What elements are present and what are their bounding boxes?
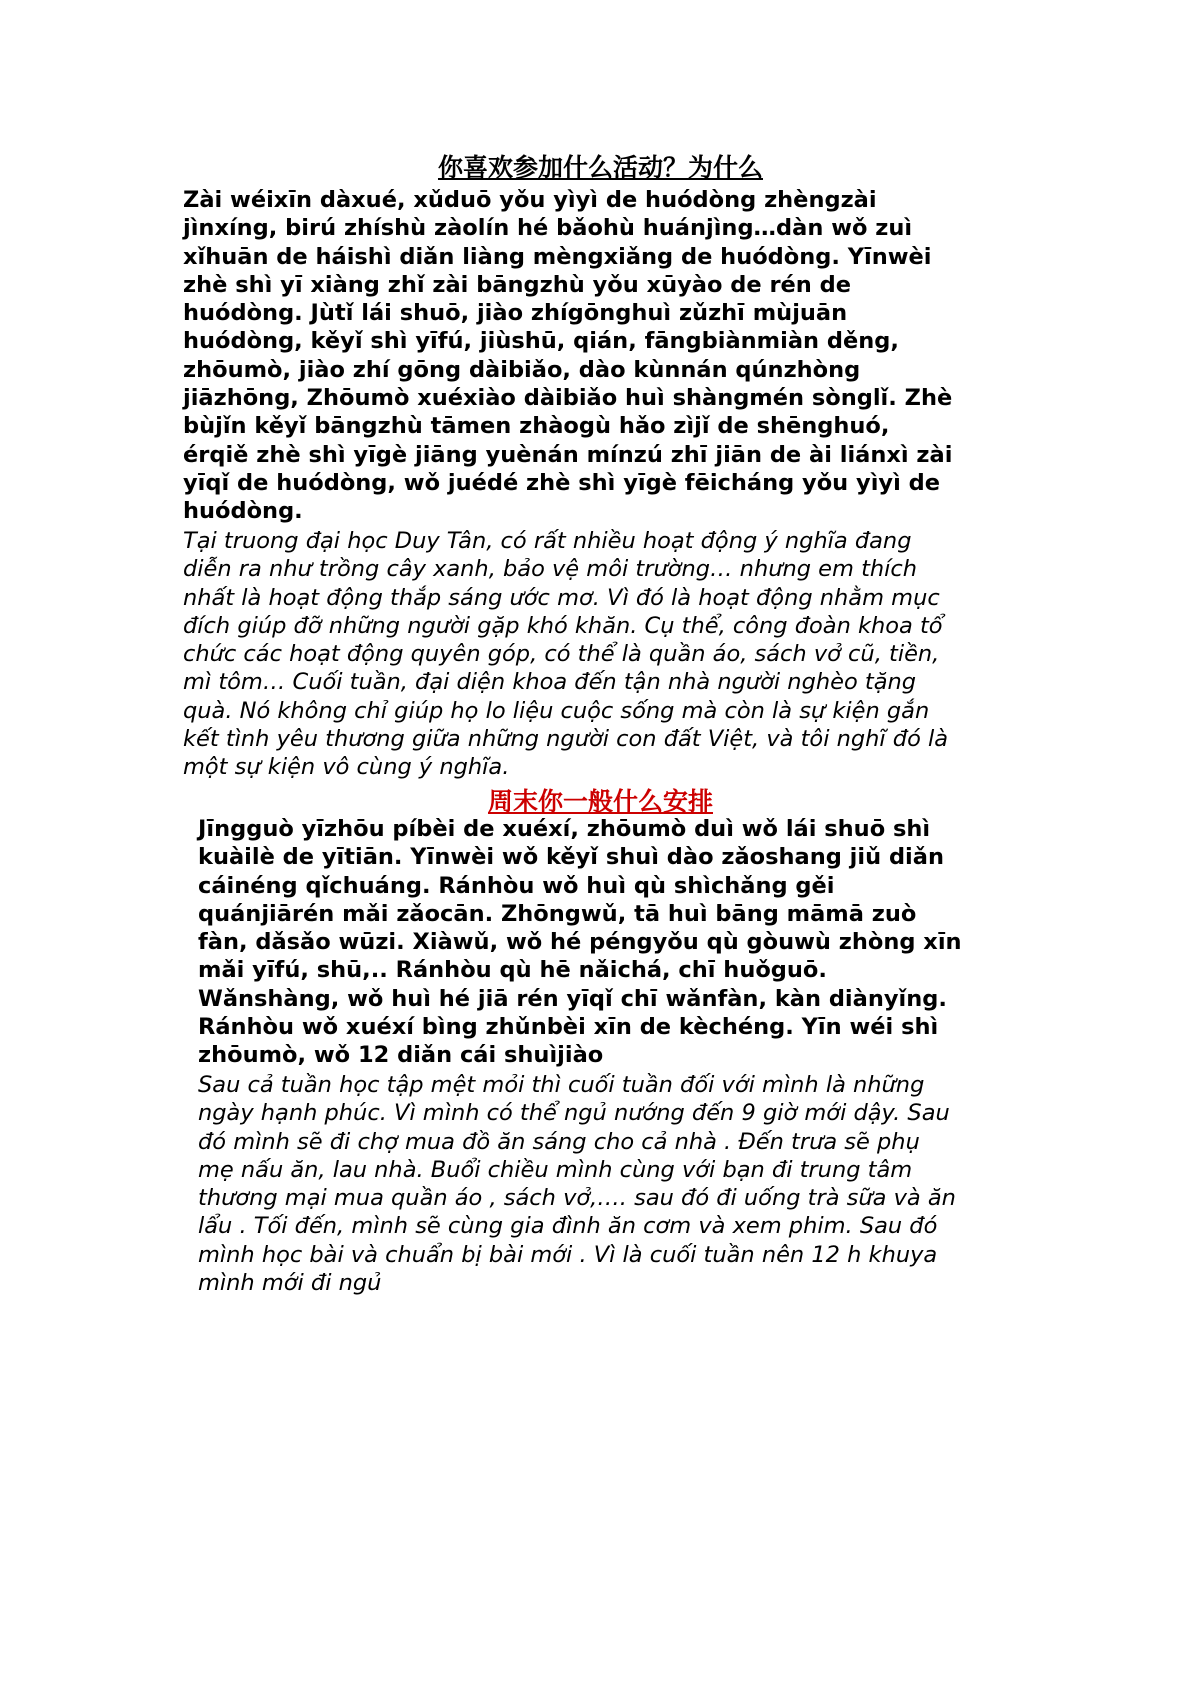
pinyin-paragraph-weekend: Jīngguò yīzhōu píbèi de xuéxí, zhōumò duì wǒ lái shuō shì kuàilè de yītiān. Yīnwèi wǒ kěyǐ shuì dào zǎoshang jiǔ diǎn cáinéng qǐchuáng. Ránhòu wǒ huì qù shìchǎng gěi quánjiārén mǎi zǎocān. Zhōngwǔ, tā huì bāng māmā zuò fàn, dǎsǎo wūzi. Xiàwǔ, wǒ hé péngyǒu qù gòuwù zhòng xīn mǎi yīfú, shū,.. Ránhòu qù hē nǎichá, chī huǒguō. Wǎnshàng, wǒ huì hé jiā rén yīqǐ chī wǎnfàn, kàn diànyǐng. Ránhòu wǒ xuéxí bìng zhǔnbèi xīn de kèchéng. Yīn wéi shì zhōumò, wǒ 12 diǎn cái shuìjiào	[198, 816, 962, 1069]
vietnamese-paragraph-weekend: Sau cả tuần học tập mệt mỏi thì cuối tuần đối với mình là những ngày hạnh phúc. Vì mình có thể ngủ nướng đến 9 giờ mới dậy. Sau đó mình sẽ đi chợ mua đồ ăn sáng cho cả nhà . Đến trưa sẽ phụ mẹ nấu ăn, lau nhà. Buổi chiều mình cùng với bạn đi trung tâm thương mại mua quần áo , sách vở,…. sau đó đi uống trà sữa và ăn lẩu . Tối đến, mình sẽ cùng gia đình ăn cơm và xem phim. Sau đó mình học bài và chuẩn bị bài mới . Vì là cuối tuần nên 12 h khuya mình mới đi ngủ	[198, 1072, 956, 1297]
vietnamese-paragraph-activities: Tại truong đại học Duy Tân, có rất nhiều hoạt động ý nghĩa đang diễn ra như trồng cây xanh, bảo vệ môi trường… nhưng em thích nhất là hoạt động thắp sáng ước mơ. Vì đó là hoạt động nhằm mục đích giúp đỡ những người gặp khó khăn. Cụ thể, công đoàn khoa tổ chức các hoạt động quyên góp, có thể là quần áo, sách vở cũ, tiền, mì tôm… Cuối tuần, đại diện khoa đến tận nhà người nghèo tặng quà. Nó không chỉ giúp họ lo liệu cuộc sống mà còn là sự kiện gắn kết tình yêu thương giữa những người con đất Việt, và tôi nghĩ đó là một sự kiện vô cùng ý nghĩa.	[183, 528, 949, 781]
section-title-weekend: 周末你一般什么安排	[487, 787, 713, 816]
pinyin-paragraph-activities: Zài wéixīn dàxué, xǔduō yǒu yìyì de huódòng zhèngzài jìnxíng, birú zhíshù zàolín hé bǎohù huánjìng…dàn wǒ zuì xǐhuān de háishì diǎn liàng mèngxiǎng de huódòng. Yīnwèi zhè shì yī xiàng zhǐ zài bāngzhù yǒu xūyào de rén de huódòng. Jùtǐ lái shuō, jiào zhígōnghuì zǔzhī mùjuān huódòng, kěyǐ shì yīfú, jiùshū, qián, fāngbiànmiàn děng, zhōumò, jiào zhí gōng dàibiǎo, dào kùnnán qúnzhòng jiāzhōng, Zhōumò xuéxiào dàibiǎo huì shàngmén sònglǐ. Zhè bùjǐn kěyǐ bāngzhù tāmen zhàogù hǎo zìjǐ de shēnghuó, érqiě zhè shì yīgè jiāng yuènán mínzú zhī jiān de ài liánxì zài yīqǐ de huódòng, wǒ juédé zhè shì yīgè fēicháng yǒu yìyì de huódòng.	[183, 187, 953, 525]
section-title-activities: 你喜欢参加什么活动？为什么	[437, 153, 763, 182]
